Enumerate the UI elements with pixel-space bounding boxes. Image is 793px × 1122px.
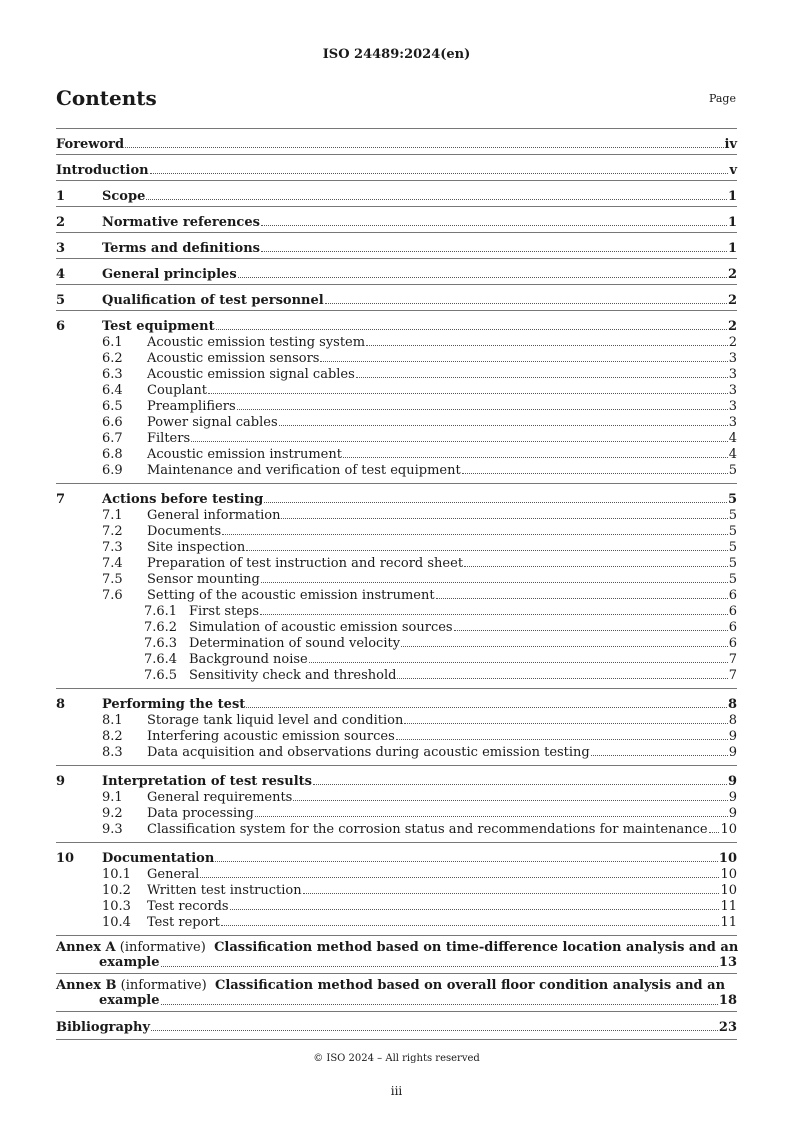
toc-entry-page: 23 bbox=[718, 1020, 737, 1035]
toc-entry-title: Data acquisition and observations during acoustic emission testing bbox=[147, 745, 590, 760]
dot-leader bbox=[309, 662, 728, 663]
dot-leader bbox=[313, 784, 727, 785]
toc-subentry[interactable] bbox=[56, 507, 737, 523]
toc-group bbox=[56, 842, 737, 935]
annex-type: (informative) bbox=[119, 940, 206, 955]
toc-entry-number: 10.1 bbox=[102, 867, 131, 882]
annex-title-continued bbox=[56, 955, 737, 970]
dot-leader bbox=[356, 377, 728, 378]
toc-subentry[interactable] bbox=[56, 382, 737, 398]
dot-leader bbox=[396, 739, 728, 740]
dot-leader bbox=[161, 966, 718, 967]
toc-entry-title: Foreword bbox=[56, 137, 125, 152]
dot-leader bbox=[436, 598, 728, 599]
toc-entry-number: 7.1 bbox=[102, 508, 123, 523]
toc-entry-title: Data processing bbox=[147, 806, 254, 821]
toc-entry-title: Determination of sound velocity bbox=[189, 636, 401, 651]
toc-entry-page: 9 bbox=[728, 745, 737, 760]
toc-group bbox=[56, 765, 737, 842]
toc-entry[interactable] bbox=[56, 155, 737, 178]
toc-entry-number: 5 bbox=[56, 293, 66, 308]
dot-leader bbox=[246, 707, 727, 708]
toc-entry-number: 8.1 bbox=[102, 713, 123, 728]
toc-entry-number: 7.6.4 bbox=[144, 652, 178, 667]
toc-annex-entry[interactable] bbox=[56, 935, 737, 973]
toc-entry-page: 5 bbox=[728, 556, 737, 571]
toc-entry[interactable] bbox=[56, 207, 737, 230]
toc-group bbox=[56, 258, 737, 284]
toc-entry-title: Site inspection bbox=[147, 540, 246, 555]
toc-entry-number: 10.3 bbox=[102, 899, 131, 914]
toc-entry-number: 6.6 bbox=[102, 415, 123, 430]
dot-leader bbox=[261, 251, 727, 252]
dot-leader bbox=[238, 277, 727, 278]
dot-leader bbox=[293, 800, 727, 801]
toc-entry-page: 9 bbox=[728, 790, 737, 805]
toc-subentry[interactable] bbox=[56, 712, 737, 728]
toc-entry-page: v bbox=[729, 163, 737, 178]
toc-entry-number: 6.7 bbox=[102, 431, 123, 446]
dot-leader bbox=[454, 630, 728, 631]
toc-entry-number: 7.6 bbox=[102, 588, 123, 603]
toc-entry-number: 7.4 bbox=[102, 556, 123, 571]
toc-entry-page: 5 bbox=[728, 508, 737, 523]
toc-entry-title: Acoustic emission testing system bbox=[147, 335, 366, 350]
toc-entry-number: 6 bbox=[56, 319, 66, 334]
toc-subentry[interactable] bbox=[56, 821, 737, 837]
toc-entry-number: 9.1 bbox=[102, 790, 123, 805]
toc-entry-title: Filters bbox=[147, 431, 191, 446]
toc-entry-title: Acoustic emission instrument bbox=[147, 447, 342, 462]
toc-group bbox=[56, 688, 737, 765]
toc-entry-number: 6.3 bbox=[102, 367, 123, 382]
toc-entry-title: Interfering acoustic emission sources bbox=[147, 729, 395, 744]
dot-leader bbox=[150, 173, 729, 174]
contents-title: Contents bbox=[56, 86, 157, 110]
toc-entry-number: 7.6.2 bbox=[144, 620, 178, 635]
toc-entry[interactable] bbox=[56, 689, 737, 712]
toc-subentry[interactable] bbox=[56, 805, 737, 821]
toc-subentry[interactable] bbox=[56, 898, 737, 914]
toc-entry-title: Preamplifiers bbox=[147, 399, 236, 414]
toc-subentry[interactable] bbox=[56, 398, 737, 414]
toc-entry-title: Actions before testing bbox=[102, 492, 264, 507]
toc-entry-page: 3 bbox=[728, 351, 737, 366]
toc-entry-title: Sensitivity check and threshold bbox=[189, 668, 397, 683]
toc-entry-number: 6.9 bbox=[102, 463, 123, 478]
toc-subentry[interactable] bbox=[56, 350, 737, 366]
toc-entry-title: Test equipment bbox=[102, 319, 215, 334]
annex-title-line2: example bbox=[99, 993, 160, 1008]
toc-subentry[interactable] bbox=[56, 866, 737, 882]
table-of-contents bbox=[56, 128, 737, 1040]
annex-title: Classification method based on overall floor condition analysis and an bbox=[214, 978, 726, 993]
toc-entry[interactable] bbox=[56, 285, 737, 308]
toc-entry[interactable] bbox=[56, 311, 737, 334]
toc-entry-title: General bbox=[147, 867, 200, 882]
toc-entry-title: General information bbox=[147, 508, 281, 523]
toc-entry-page: 5 bbox=[727, 492, 737, 507]
dot-leader bbox=[464, 566, 728, 567]
toc-entry-title: Background noise bbox=[189, 652, 308, 667]
toc-entry-page: 5 bbox=[728, 572, 737, 587]
dot-leader bbox=[125, 147, 723, 148]
dot-leader bbox=[279, 425, 728, 426]
toc-entry-page: 8 bbox=[728, 713, 737, 728]
toc-entry-page: 13 bbox=[718, 955, 737, 970]
toc-group bbox=[56, 232, 737, 258]
dot-leader bbox=[325, 303, 727, 304]
toc-entry-page: iv bbox=[724, 137, 737, 152]
toc-subentry[interactable] bbox=[56, 430, 737, 446]
page-column-label: Page bbox=[708, 92, 736, 105]
toc-entry-page: 5 bbox=[728, 463, 737, 478]
toc-group bbox=[56, 206, 737, 232]
toc-entry-page: 1 bbox=[727, 215, 737, 230]
toc-subentry[interactable] bbox=[56, 619, 737, 635]
toc-group bbox=[56, 483, 737, 688]
dot-leader bbox=[404, 723, 727, 724]
dot-leader bbox=[591, 755, 728, 756]
toc-entry-title: Written test instruction bbox=[147, 883, 302, 898]
toc-entry-title: Documentation bbox=[102, 851, 215, 866]
toc-group bbox=[56, 310, 737, 483]
toc-group bbox=[56, 128, 737, 154]
toc-entry-page: 4 bbox=[728, 431, 737, 446]
toc-entry-page: 9 bbox=[728, 729, 737, 744]
toc-entry-number: 7.6.5 bbox=[144, 668, 178, 683]
toc-entry-number: 2 bbox=[56, 215, 66, 230]
toc-subentry[interactable] bbox=[56, 462, 737, 478]
dot-leader bbox=[191, 441, 728, 442]
dot-leader bbox=[397, 678, 727, 679]
toc-annex-entry[interactable] bbox=[56, 973, 737, 1011]
toc-entry-number: 10 bbox=[56, 851, 75, 866]
toc-subentry[interactable] bbox=[56, 914, 737, 930]
toc-entry[interactable] bbox=[56, 181, 737, 204]
toc-entry[interactable] bbox=[56, 484, 737, 507]
toc-entry-title: Performing the test bbox=[102, 697, 246, 712]
toc-entry-number: 8.3 bbox=[102, 745, 123, 760]
toc-entry-title: Simulation of acoustic emission sources bbox=[189, 620, 453, 635]
toc-entry-title: Terms and definitions bbox=[102, 241, 260, 256]
toc-entry-number: 7.6.1 bbox=[144, 604, 178, 619]
dot-leader bbox=[230, 909, 720, 910]
toc-entry-number: 7.5 bbox=[102, 572, 123, 587]
toc-entry[interactable] bbox=[56, 766, 737, 789]
dot-leader bbox=[151, 1030, 718, 1031]
toc-entry-page: 10 bbox=[720, 822, 737, 837]
toc-subentry[interactable] bbox=[56, 555, 737, 571]
dot-leader bbox=[320, 361, 727, 362]
toc-entry-page: 11 bbox=[720, 899, 737, 914]
toc-entry-page: 3 bbox=[728, 415, 737, 430]
toc-entry-page: 4 bbox=[728, 447, 737, 462]
toc-entry-title: Classification system for the corrosion status and recommendations for maintenance bbox=[147, 822, 708, 837]
toc-entry-title: Acoustic emission sensors bbox=[147, 351, 320, 366]
toc-subentry[interactable] bbox=[56, 635, 737, 651]
toc-entry-number: 8.2 bbox=[102, 729, 123, 744]
toc-entry-title: Interpretation of test results bbox=[102, 774, 312, 789]
toc-group bbox=[56, 154, 737, 180]
toc-entry-number: 6.2 bbox=[102, 351, 123, 366]
toc-entry-page: 2 bbox=[727, 319, 737, 334]
toc-group bbox=[56, 180, 737, 206]
toc-subentry[interactable] bbox=[56, 587, 737, 603]
toc-bottom-rule bbox=[56, 1039, 737, 1040]
dot-leader bbox=[216, 329, 727, 330]
toc-entry-bibliography[interactable] bbox=[56, 1012, 737, 1035]
dot-leader bbox=[161, 1004, 718, 1005]
toc-subentry[interactable] bbox=[56, 334, 737, 350]
toc-entry-title: Maintenance and verification of test equipment bbox=[147, 463, 461, 478]
toc-entry[interactable] bbox=[56, 129, 737, 152]
toc-entry-title: Test records bbox=[147, 899, 229, 914]
toc-entry-page: 6 bbox=[728, 604, 737, 619]
toc-entry-number: 10.2 bbox=[102, 883, 131, 898]
dot-leader bbox=[303, 893, 720, 894]
toc-entry-page: 7 bbox=[728, 652, 737, 667]
annex-label: Annex B bbox=[56, 978, 117, 993]
toc-entry-number: 4 bbox=[56, 267, 66, 282]
toc-entry-page: 18 bbox=[718, 993, 737, 1008]
dot-leader bbox=[200, 877, 719, 878]
dot-leader bbox=[343, 457, 728, 458]
toc-group bbox=[56, 1011, 737, 1035]
page-number: iii bbox=[390, 1084, 403, 1098]
toc-entry-number: 7 bbox=[56, 492, 66, 507]
toc-entry-page: 10 bbox=[720, 883, 737, 898]
toc-entry-number: 8 bbox=[56, 697, 66, 712]
toc-entry-title: Scope bbox=[102, 189, 146, 204]
toc-entry-page: 1 bbox=[727, 189, 737, 204]
dot-leader bbox=[255, 816, 728, 817]
dot-leader bbox=[246, 550, 728, 551]
toc-entry-number: 7.6.3 bbox=[144, 636, 178, 651]
toc-entry-number: 6.4 bbox=[102, 383, 123, 398]
toc-entry-page: 8 bbox=[727, 697, 737, 712]
toc-entry-page: 3 bbox=[728, 383, 737, 398]
toc-entry-title: General requirements bbox=[147, 790, 293, 805]
toc-entry-page: 3 bbox=[728, 399, 737, 414]
dot-leader bbox=[366, 345, 728, 346]
toc-entry-page: 11 bbox=[720, 915, 737, 930]
dot-leader bbox=[208, 393, 728, 394]
toc-entry-page: 2 bbox=[727, 267, 737, 282]
toc-entry-title: Preparation of test instruction and record sheet bbox=[147, 556, 464, 571]
annex-label: Annex A bbox=[56, 940, 116, 955]
toc-entry[interactable] bbox=[56, 259, 737, 282]
toc-entry[interactable] bbox=[56, 843, 737, 866]
toc-entry-number: 9.3 bbox=[102, 822, 123, 837]
toc-entry-page: 6 bbox=[728, 588, 737, 603]
dot-leader bbox=[264, 502, 727, 503]
toc-subentry[interactable] bbox=[56, 667, 737, 683]
dot-leader bbox=[261, 225, 727, 226]
toc-entry-number: 6.8 bbox=[102, 447, 123, 462]
toc-entry-title: Couplant bbox=[147, 383, 207, 398]
toc-entry-number: 6.1 bbox=[102, 335, 123, 350]
annex-title: Classification method based on time-difference location analysis and an bbox=[214, 940, 739, 955]
annex-heading bbox=[56, 940, 737, 955]
toc-entry-number: 9 bbox=[56, 774, 66, 789]
toc-subentry[interactable] bbox=[56, 882, 737, 898]
toc-entry-title: First steps bbox=[189, 604, 260, 619]
toc-entry-number: 9.2 bbox=[102, 806, 123, 821]
annex-title-line2: example bbox=[99, 955, 160, 970]
toc-entry-title: Test report bbox=[147, 915, 220, 930]
toc-subentry[interactable] bbox=[56, 744, 737, 760]
toc-subentry[interactable] bbox=[56, 571, 737, 587]
toc-entry[interactable] bbox=[56, 233, 737, 256]
dot-leader bbox=[215, 861, 718, 862]
toc-entry-number: 10.4 bbox=[102, 915, 131, 930]
toc-entry-number: 1 bbox=[56, 189, 66, 204]
toc-subentry[interactable] bbox=[56, 651, 737, 667]
toc-entry-title: Bibliography bbox=[56, 1020, 151, 1035]
toc-entry-page: 2 bbox=[728, 335, 737, 350]
toc-entry-page: 7 bbox=[728, 668, 737, 683]
toc-entry-title: Introduction bbox=[56, 163, 149, 178]
toc-entry-number: 7.2 bbox=[102, 524, 123, 539]
toc-entry-title: Acoustic emission signal cables bbox=[147, 367, 355, 382]
toc-subentry[interactable] bbox=[56, 539, 737, 555]
copyright-footer: © ISO 2024 – All rights reserved bbox=[313, 1053, 480, 1064]
toc-entry-page: 1 bbox=[727, 241, 737, 256]
toc-entry-page: 6 bbox=[728, 620, 737, 635]
toc-entry-page: 5 bbox=[728, 524, 737, 539]
toc-subentry[interactable] bbox=[56, 446, 737, 462]
toc-entry-title: General principles bbox=[102, 267, 237, 282]
toc-entry-page: 3 bbox=[728, 367, 737, 382]
dot-leader bbox=[221, 925, 720, 926]
toc-entry-number: 3 bbox=[56, 241, 66, 256]
dot-leader bbox=[260, 614, 728, 615]
dot-leader bbox=[237, 409, 728, 410]
toc-entry-title: Qualification of test personnel bbox=[102, 293, 324, 308]
toc-entry-title: Normative references bbox=[102, 215, 260, 230]
toc-entry-page: 2 bbox=[727, 293, 737, 308]
toc-subentry[interactable] bbox=[56, 523, 737, 539]
annex-title-continued bbox=[56, 993, 737, 1008]
dot-leader bbox=[462, 473, 728, 474]
toc-subentry[interactable] bbox=[56, 603, 737, 619]
dot-leader bbox=[281, 518, 727, 519]
toc-entry-title: Documents bbox=[147, 524, 222, 539]
toc-subentry[interactable] bbox=[56, 366, 737, 382]
dot-leader bbox=[401, 646, 728, 647]
toc-entry-title: Setting of the acoustic emission instrument bbox=[147, 588, 435, 603]
toc-entry-page: 9 bbox=[727, 774, 737, 789]
dot-leader bbox=[709, 832, 720, 833]
toc-entry-page: 10 bbox=[718, 851, 737, 866]
toc-group bbox=[56, 284, 737, 310]
toc-entry-number: 7.3 bbox=[102, 540, 123, 555]
dot-leader bbox=[146, 199, 727, 200]
dot-leader bbox=[222, 534, 728, 535]
toc-entry-page: 9 bbox=[728, 806, 737, 821]
document-header: ISO 24489:2024(en) bbox=[322, 47, 471, 62]
toc-entry-title: Sensor mounting bbox=[147, 572, 260, 587]
toc-entry-page: 6 bbox=[728, 636, 737, 651]
toc-subentry[interactable] bbox=[56, 414, 737, 430]
toc-entry-number: 6.5 bbox=[102, 399, 123, 414]
annex-type: (informative) bbox=[120, 978, 207, 993]
toc-entry-page: 10 bbox=[720, 867, 737, 882]
dot-leader bbox=[261, 582, 728, 583]
toc-subentry[interactable] bbox=[56, 728, 737, 744]
toc-entry-page: 5 bbox=[728, 540, 737, 555]
annex-heading bbox=[56, 978, 737, 993]
toc-subentry[interactable] bbox=[56, 789, 737, 805]
toc-entry-title: Storage tank liquid level and condition bbox=[147, 713, 404, 728]
toc-entry-title: Power signal cables bbox=[147, 415, 278, 430]
